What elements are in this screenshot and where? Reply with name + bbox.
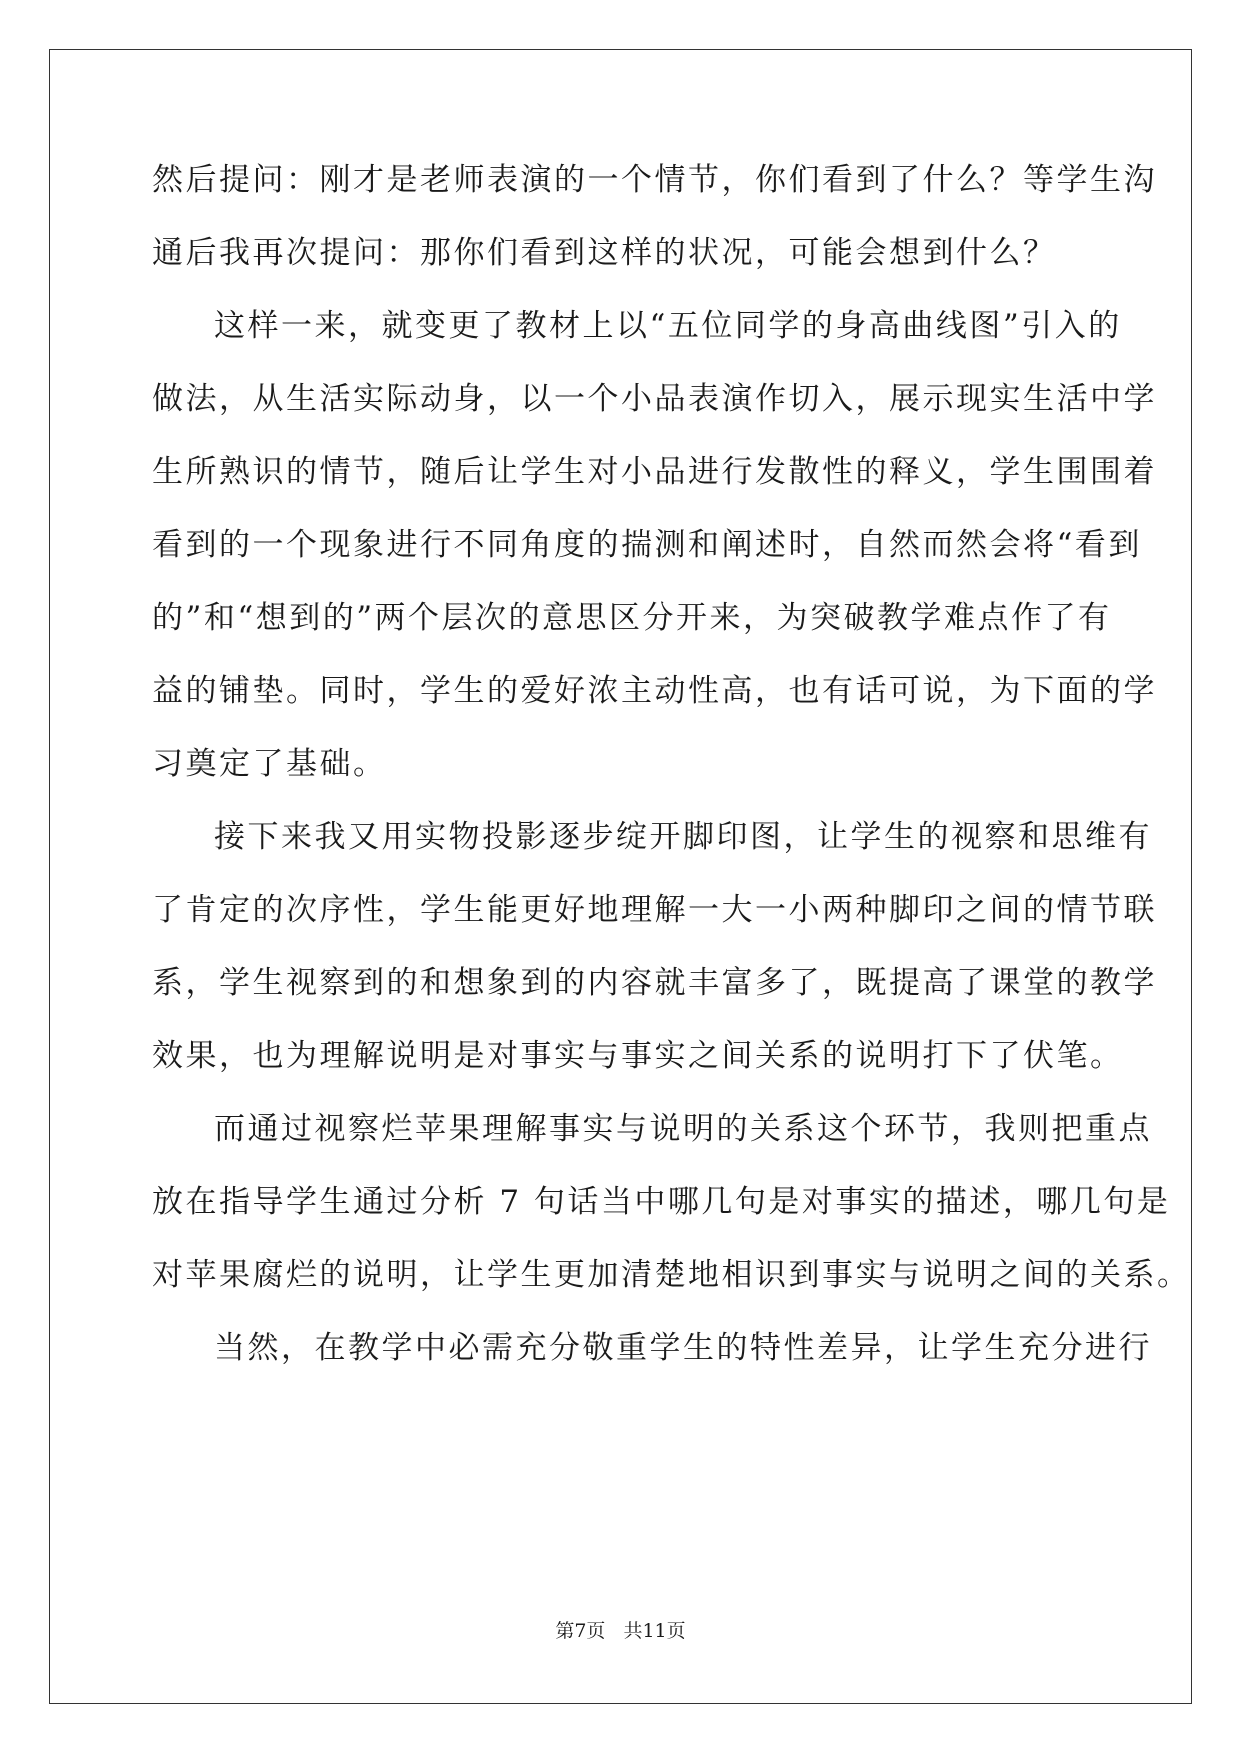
text-line-14: 而通过视察烂苹果理解事实与说明的关系这个环节，我则把重点: [214, 1111, 1152, 1147]
text-line-3: 这样一来，就变更了教材上以“五位同学的身高曲线图”引入的: [214, 308, 1122, 344]
text-line-1: 然后提问：刚才是老师表演的一个情节，你们看到了什么？等学生沟: [152, 162, 1157, 198]
text-line-2: 通后我再次提问：那你们看到这样的状况，可能会想到什么？: [152, 235, 1057, 271]
page-footer: [0, 1616, 1241, 1643]
text-line-7: 的”和“想到的”两个层次的意思区分开来，为突破教学难点作了有: [152, 600, 1112, 636]
page-number: 第7页: [555, 1620, 606, 1642]
text-line-17: 当然，在教学中必需充分敬重学生的特性差异，让学生充分进行: [214, 1330, 1152, 1366]
text-line-15: 放在指导学生通过分析 7 句话当中哪几句是对事实的描述，哪几句是: [152, 1184, 1171, 1220]
text-line-4: 做法，从生活实际动身，以一个小品表演作切入，展示现实生活中学: [152, 381, 1157, 417]
text-line-13: 效果，也为理解说明是对事实与事实之间关系的说明打下了伏笔。: [152, 1038, 1124, 1074]
page-border: [49, 49, 1192, 1704]
text-line-9: 习奠定了基础。: [152, 746, 387, 782]
text-line-8: 益的铺垫。同时，学生的爱好浓主动性高，也有话可说，为下面的学: [152, 673, 1157, 709]
text-line-6: 看到的一个现象进行不同角度的揣测和阐述时，自然而然会将“看到: [152, 527, 1142, 563]
text-line-10: 接下来我又用实物投影逐步绽开脚印图，让学生的视察和思维有: [214, 819, 1152, 855]
text-line-11: 了肯定的次序性，学生能更好地理解一大一小两种脚印之间的情节联: [152, 892, 1157, 928]
text-line-16: 对苹果腐烂的说明，让学生更加清楚地相识到事实与说明之间的关系。: [152, 1257, 1191, 1293]
text-line-12: 系，学生视察到的和想象到的内容就丰富多了，既提高了课堂的教学: [152, 965, 1157, 1001]
page-total: 共11页: [623, 1620, 686, 1642]
text-line-5: 生所熟识的情节，随后让学生对小品进行发散性的释义，学生围围着: [152, 454, 1157, 490]
